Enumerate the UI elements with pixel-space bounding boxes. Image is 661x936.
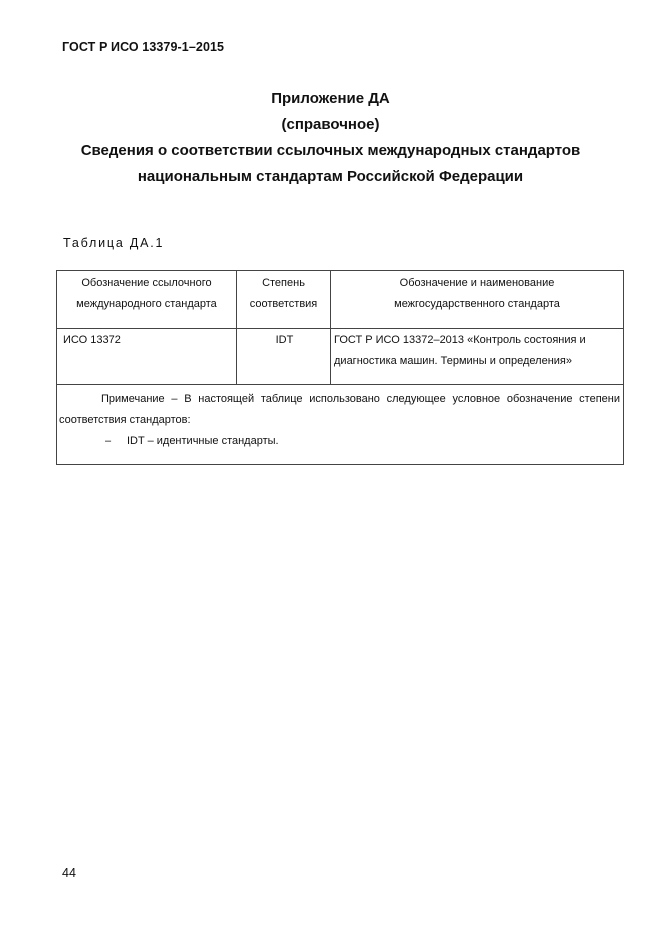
standards-correspondence-table xyxy=(56,270,624,465)
note-list-item xyxy=(59,431,620,452)
note-item-text: IDT – идентичные стандарты. xyxy=(127,435,279,447)
cell-degree: IDT xyxy=(237,329,331,385)
table-note xyxy=(57,385,624,465)
note-text: Примечание – В настоящей таблице использовано следующее условное обозначение степени соответствия стандартов: xyxy=(59,393,620,426)
header-degree-line-1: Степень xyxy=(262,277,305,289)
appendix-title: Приложение ДА xyxy=(271,90,390,107)
header-national-line-1: Обозначение и наименование xyxy=(399,277,555,289)
table-note-row xyxy=(57,385,624,465)
header-degree-line-2: соответствия xyxy=(249,298,318,310)
appendix-heading-line-1: Сведения о соответствии ссылочных международных стандартов xyxy=(80,142,581,159)
column-header-national-standard xyxy=(331,271,624,329)
table-row xyxy=(57,329,624,385)
header-reference-line-2: международного стандарта xyxy=(76,298,217,310)
standard-code-header: ГОСТ Р ИСО 13379-1–2015 xyxy=(62,40,225,54)
national-standard-line-1: ГОСТ Р ИСО 13372–2013 «Контроль состояния и xyxy=(334,334,586,346)
appendix-heading-line-2: национальным стандартам Российской Федерации xyxy=(137,168,524,185)
national-standard-line-2: диагностика машин. Термины и определения» xyxy=(334,355,572,367)
header-national-line-2: межгосударственного стандарта xyxy=(394,298,560,310)
appendix-type: (справочное) xyxy=(281,116,380,133)
page-number: 44 xyxy=(62,866,76,880)
table-caption: Таблица ДА.1 xyxy=(63,236,165,250)
note-item-dash: – xyxy=(105,435,112,447)
appendix-heading xyxy=(0,86,661,190)
header-reference-line-1: Обозначение ссылочного xyxy=(81,277,212,289)
cell-reference: ИСО 13372 xyxy=(57,329,237,385)
cell-national-standard xyxy=(331,329,624,385)
column-header-degree xyxy=(237,271,331,329)
column-header-reference xyxy=(57,271,237,329)
table-header-row xyxy=(57,271,624,329)
